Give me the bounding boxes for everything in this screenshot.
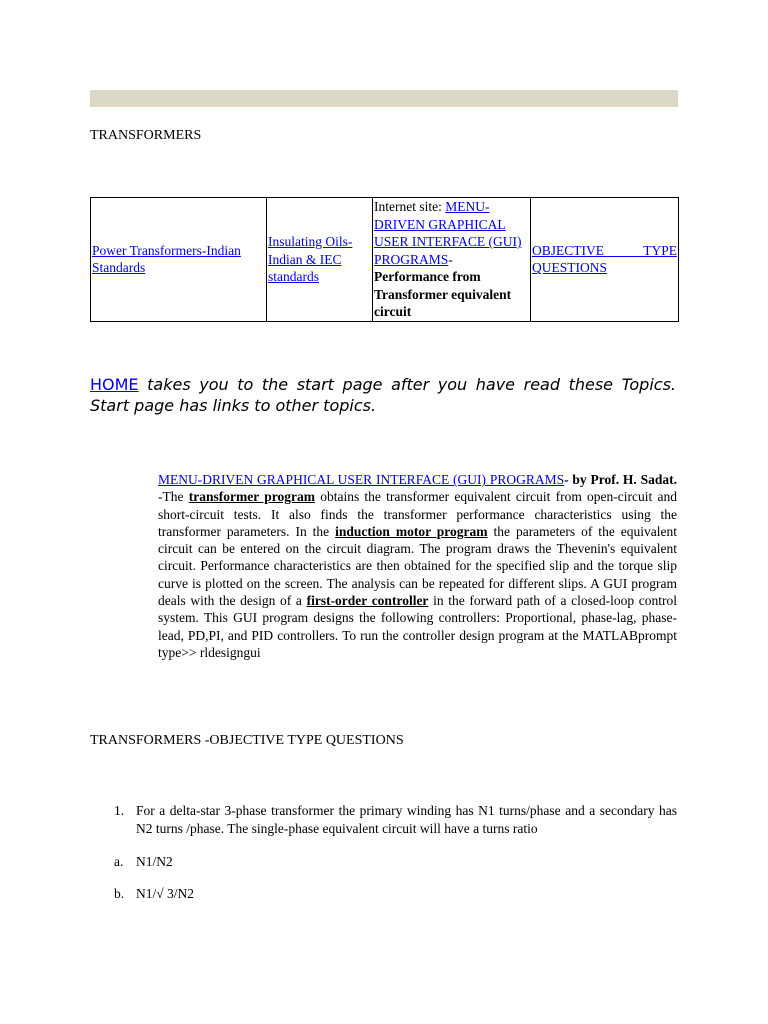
- paragraph-text: the parameters of the equivalent circuit can be entered on the circuit diagram. The program draws the Thevenin's equivalent circuit. Performance characteristics are then obtained for the specified slip and the torque slip curve is plotted on the screen. The analysis can be repeated for different slips. A GUI program deals with the design of a: [158, 523, 677, 609]
- internet-site-label: Internet site:: [374, 199, 446, 214]
- links-table-row: [91, 198, 679, 322]
- induction-motor-program-text: induction motor program: [335, 523, 488, 539]
- insulating-oils-link[interactable]: Insulating Oils- Indian & IEC standards: [268, 234, 353, 284]
- objective-questions-link[interactable]: OBJECTIVE TYPE QUESTIONS: [532, 242, 677, 276]
- home-notice-text: takes you to the start page after you have read these Topics. Start page has links to other topics.: [90, 375, 676, 415]
- byline: - by Prof. H. Sadat.: [564, 472, 677, 487]
- gui-programs-paragraph: [158, 471, 677, 661]
- top-banner-bar: [90, 90, 678, 107]
- section-title: TRANSFORMERS -OBJECTIVE TYPE QUESTIONS: [90, 733, 404, 748]
- links-table: [90, 197, 679, 322]
- performance-text: Performance from Transformer equivalent circuit: [374, 269, 512, 319]
- option-b: [114, 886, 194, 902]
- option-text: N1/√ 3/N2: [136, 886, 195, 901]
- question-1: [114, 802, 677, 837]
- gui-programs-link[interactable]: MENU-DRIVEN GRAPHICAL USER INTERFACE (GUI) PROGRAMS: [374, 199, 522, 267]
- first-order-controller-text: first-order controller: [306, 593, 429, 609]
- option-text: N1/N2: [136, 854, 173, 869]
- links-cell-4: [531, 198, 679, 322]
- option-label: b.: [114, 886, 125, 901]
- home-notice: [90, 374, 676, 416]
- power-transformers-link[interactable]: Power Transformers-Indian Standards: [92, 242, 241, 276]
- page-title: TRANSFORMERS: [90, 128, 202, 143]
- links-cell-1: [91, 198, 267, 322]
- option-a: [114, 854, 173, 870]
- links-cell-2: [267, 198, 373, 322]
- home-link[interactable]: HOME: [90, 375, 139, 394]
- question-number: 1.: [114, 803, 125, 818]
- dash-text: -: [448, 251, 453, 267]
- transformer-program-text: transformer program: [188, 489, 315, 505]
- paragraph-text: obtains the transformer equivalent circuit from open-circuit and short-circuit tests. It also finds the transformer performance characteristics using the transformer parameters. In the: [158, 489, 678, 539]
- question-text: For a delta-star 3-phase transformer the primary winding has N1 turns/phase and a secondary has N2 turns /phase. The single-phase equivalent circuit will have a turns ratio: [136, 803, 677, 836]
- gui-programs-paragraph-link[interactable]: MENU-DRIVEN GRAPHICAL USER INTERFACE (GUI) PROGRAMS: [158, 472, 565, 487]
- option-label: a.: [114, 854, 124, 869]
- links-cell-3: [373, 198, 531, 322]
- paragraph-text: in the forward path of a closed-loop control system. This GUI program designs the following controllers: Proportional, phase-lag, phase-lead, PD,PI, and PID controllers. To run the controller design program at the MATLABprompt type>> rldesigngui: [158, 593, 678, 660]
- paragraph-text: -The: [158, 489, 189, 505]
